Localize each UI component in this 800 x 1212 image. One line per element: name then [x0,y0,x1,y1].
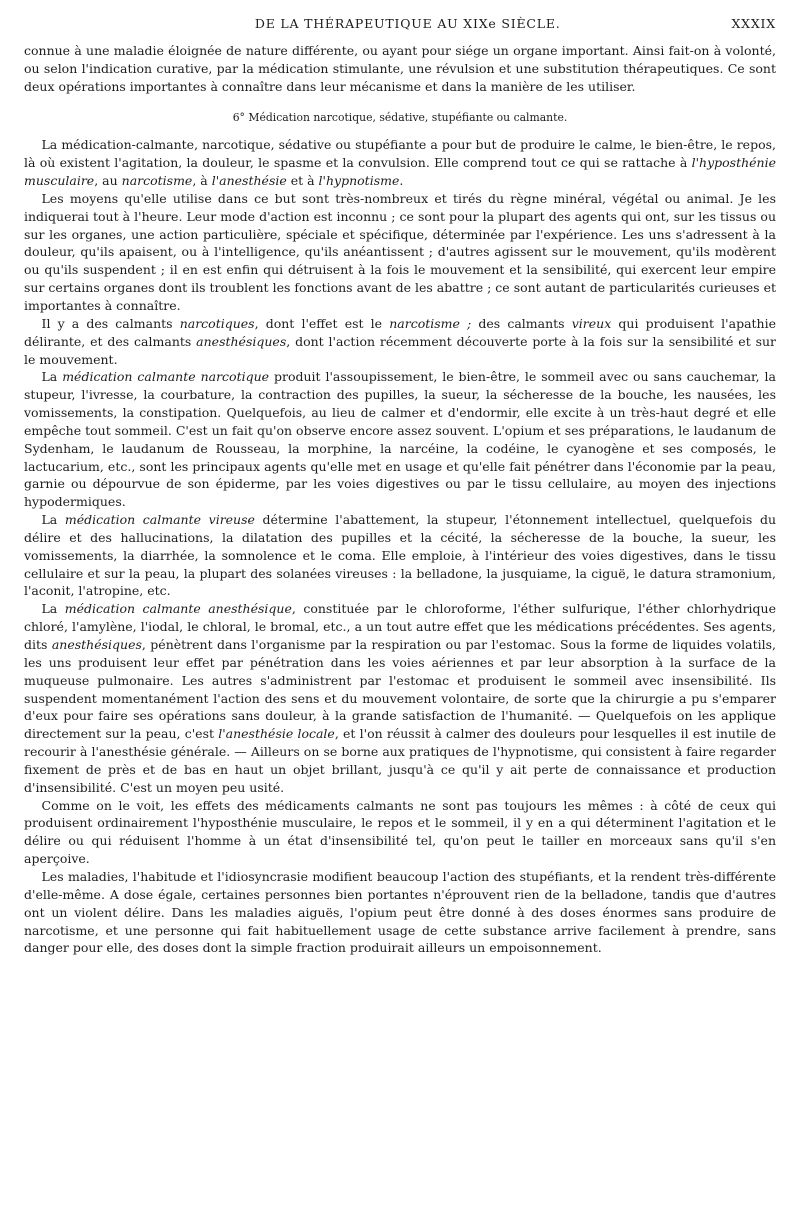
text-run: , pénètrent dans l'organisme par la respiration ou par l'estomac. Sous la forme de liquides volatils, les uns produisent leur effet par pénétration dans les voies aériennes et par leur absorption à la surface de la muqueuse pulmonaire. Les autres s'administrent par l'estomac et produisent le sommeil avec insensibilité. Ils suspendent momentanément l'action des sens et du mouvement volontaire, de sorte que la chirurgie a pu s'emparer d'eux pour faire ses opérations sans douleur, à la grande satisfaction de l'humanité. — Quelquefois on les applique directement sur la peau, c'est [24,637,776,742]
italic-term: l'anesthésie locale [218,726,335,742]
intro-paragraph: connue à une maladie éloignée de nature différente, ou ayant pour siége un organe important. Ainsi fait-on à volonté, ou selon l'indication curative, par la médication stimulante, une révulsion et une substitution thérapeutiques. Ce sont deux opérations importantes à connaître dans leur mécanisme et dans la manière de les utiliser. [24,43,776,94]
text-run: , à [192,173,212,189]
italic-term: narcotisme [121,173,193,189]
text-run: , et l'on réussit à calmer des douleurs pour lesquelles il est inutile de recourir à l'anesthésie générale. — Ailleurs on se borne aux pratiques de l'hypnotisme, qui consistent à faire regarder fixement de près et de bas en haut un objet brillant, jusqu'à ce qu'il y ait perte de connaissance et production d'insensibilité. C'est un moyen peu usité. [24,726,776,795]
italic-term: narcotisme ; [389,315,472,331]
paragraph-anesthetic [24,600,776,796]
paragraph-types [24,315,776,369]
text-run: et à [286,173,319,189]
page-number: XXXIX [731,16,776,31]
text-run: , dont l'action récemment découverte porte à la fois sur la sensibilité et sur le mouvement. [24,333,777,367]
italic-term: médication calmante vireuse [64,512,255,528]
body-text [24,42,776,957]
italic-term: médication calmante anesthésique [64,601,292,617]
text-run: détermine l'abattement, la stupeur, l'étonnement intellectuel, quelquefois du délire et des hallucinations, la dilatation des pupilles et la cécité, la sécheresse de la bouche, la sueur, les vomissements, la diarrhée, la somnolence et le coma. Elle emploie, à l'intérieur des voies digestives, dans le tissu cellulaire et sur la peau, la plupart des solanées vireuses : la belladone, la jusquiame, la ciguë, le datura stramonium, l'aconit, l'atropine, etc. [24,512,777,599]
section-heading: 6° Médication narcotique, sédative, stupéfiante ou calmante. [232,110,568,124]
paragraph-vireuse [24,511,776,600]
text-run: La [41,369,63,385]
italic-term: l'hypnotisme [318,173,400,189]
italic-term: l'hyposthénie musculaire [24,155,776,189]
paragraph-narcotic [24,368,776,511]
text-run: , constituée par le chloroforme, l'éther sulfurique, l'éther chlorhydrique chloré, l'amylène, l'iodal, le chloral, le bromal, etc., a un tout autre effet que les médications précédentes. Ses agents, dits [24,601,776,652]
text-run: , au [94,173,122,189]
text-run: des calmants [471,315,572,331]
paragraph-definition [24,136,776,190]
text-run: La médication-calmante, narcotique, sédative ou stupéfiante a pour but de produire le calme, le bien-être, le repos, là où existent l'agitation, la douleur, le spasme et la convulsion. Elle comprend tout ce qui se rattache à [24,137,776,171]
paragraph-idiosyncrasy: Les maladies, l'habitude et l'idiosyncrasie modifient beaucoup l'action des stupéfiants, et la rendent très-différente d'elle-même. A dose égale, certaines personnes bien portantes n'éprouvent rien de la belladone, tandis que d'autres ont un violent délire. Dans les maladies aiguës, l'opium peut être donné à des doses énormes sans produire de narcotisme, et une personne qui fait habituellement usage de cette substance arrive facilement à prendre, sans danger pour elle, des doses dont la simple fraction produirait ailleurs un empoisonnement. [24,868,776,956]
text-run: , dont l'effet est le [254,315,390,331]
text-run: produit l'assoupissement, le bien-être, le sommeil avec ou sans cauchemar, la stupeur, l'ivresse, la courbature, la contraction des pupilles, la sueur, la sécheresse de la bouche, les nausées, les vomissements, la constipation. Quelquefois, au lieu de calmer et d'endormir, elle excite à un très-haut degré et elle empêche tout sommeil. C'est un fait qu'on observe encore assez souvent. L'opium et ses préparations, le laudanum de Sydenham, le laudanum de Rousseau, la morphine, la narcéine, la codéine, le cyanogène et ses composés, le lactucarium, etc., sont les principaux agents qu'elle met en usage et qu'elle fait pénétrer dans l'économie par la peau, garnie ou dépourvue de son épiderme, par les voies digestives ou par le tissu cellulaire, au moyen des injections hypodermiques. [24,369,776,510]
italic-term: l'anesthésie [211,173,287,189]
italic-term: anesthésiques [51,637,142,652]
italic-term: médication calmante narcotique [62,369,270,385]
paragraph-effects: Comme on le voit, les effets des médicaments calmants ne sont pas toujours les mêmes : à côté de ceux qui produisent ordinairement l'hyposthénie musculaire, le repos et le sommeil, il y en a qui déterminent l'agitation et le délire ou qui réduisent l'homme à un état d'insensibilité tel, qu'on peut le tailler en morceaux sans qu'il s'en aperçoive. [24,797,776,867]
text-run: La [41,512,65,528]
running-head [24,6,776,42]
text-run: . [399,173,404,189]
paragraph-means: Les moyens qu'elle utilise dans ce but sont très-nombreux et tirés du règne minéral, végétal ou animal. Je les indiquerai tout à l'heure. Leur mode d'action est inconnu ; ce sont pour la plupart des agents qui ont, sur les tissus ou sur les organes, une action particulière, spéciale et spécifique, déterminée par l'expérience. Les uns s'adressent à la douleur, qu'ils apaisent, ou à l'intelligence, qu'ils anéantissent ; d'autres agissent sur le mouvement, qu'ils modèrent ou qu'ils suspendent ; il en est enfin qui détruisent à la fois le mouvement et la sensibilité, qui exercent leur empire sur certains organes dont ils troublent les fonctions avant de les abattre ; ce sont autant de particularités curieuses et importantes à connaître. [24,190,776,313]
italic-term: anesthésiques [196,333,287,349]
text-run: Il y a des calmants [41,315,180,331]
italic-term: narcotiques [179,315,255,331]
italic-term: vireux [571,315,612,331]
text-run: qui produisent l'apathie délirante, et des calmants [24,315,776,349]
running-head-title: DE LA THÉRAPEUTIQUE AU XIXe SIÈCLE. [254,16,561,31]
text-run: La [41,601,65,617]
